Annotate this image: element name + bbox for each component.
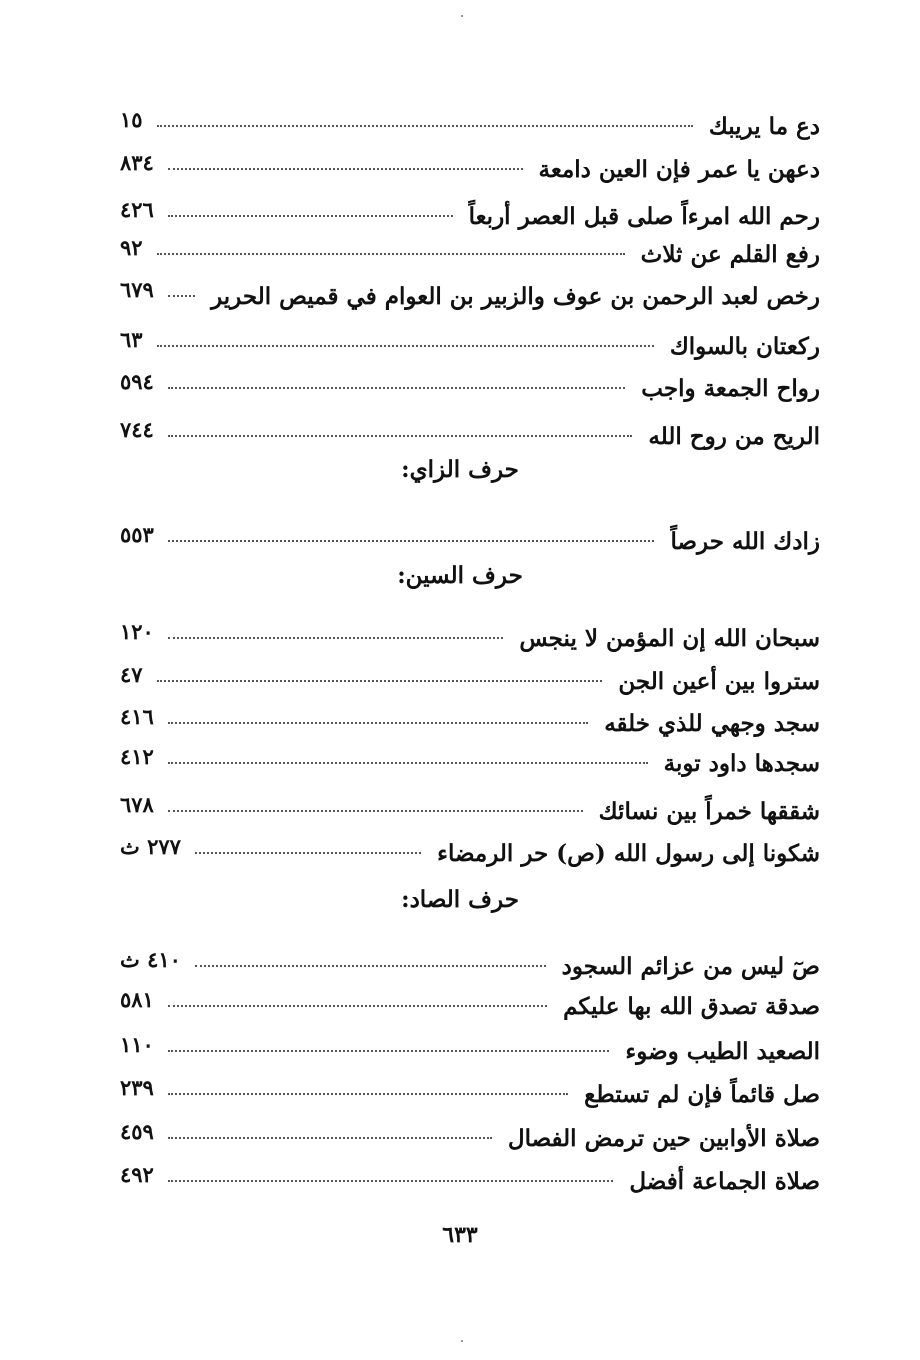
- index-entry: [110, 1025, 820, 1065]
- entry-text: سبحان الله إن المؤمن لا ينجس: [519, 625, 820, 652]
- dot-leader: [168, 1005, 547, 1007]
- entry-text: زادك الله حرصاً: [670, 528, 820, 555]
- dot-leader: [168, 1137, 492, 1139]
- index-entry: [110, 100, 820, 140]
- section-heading: حرف السين:: [397, 562, 523, 589]
- entry-text: دع ما يريبك: [708, 113, 820, 140]
- index-entry: [110, 320, 820, 360]
- entry-page-number: ٧٤٤: [120, 417, 154, 442]
- entry-page-number: ١٥: [120, 107, 143, 132]
- entry-text: شققها خمراً بين نسائك: [598, 798, 820, 825]
- entry-page-number: ٥٩٤: [120, 369, 154, 394]
- index-entry: [110, 410, 820, 450]
- index-entry: [110, 1068, 820, 1108]
- entry-page-number: ٢٧٧ ث: [120, 834, 181, 859]
- entry-text: صلاة الجماعة أفضل: [629, 1168, 820, 1195]
- dot-leader: [168, 810, 583, 812]
- dot-leader: [168, 387, 625, 389]
- dot-leader: [195, 852, 421, 854]
- entry-text: دعهن يا عمر فإن العين دامعة: [538, 156, 820, 183]
- entry-page-number: ٢٣٩: [120, 1075, 154, 1100]
- dot-leader: [168, 540, 654, 542]
- index-entry: [110, 1155, 820, 1195]
- index-entry: [110, 737, 820, 777]
- dot-leader: [157, 253, 625, 255]
- entry-page-number: ٨٣٤: [120, 150, 154, 175]
- entry-text: الصعيد الطيب وضوء: [625, 1038, 820, 1065]
- entry-page-number: ١٢٠: [120, 619, 154, 644]
- entry-page-number: ٦٣: [120, 327, 143, 352]
- entry-text: سجد وجهي للذي خلقه: [604, 710, 820, 737]
- index-entry: [110, 362, 820, 402]
- dot-leader: [168, 168, 523, 170]
- entry-page-number: ٤٢٦: [120, 197, 154, 222]
- index-entry: [110, 228, 820, 268]
- dot-leader: [195, 965, 546, 967]
- dot-leader: [168, 1180, 613, 1182]
- index-entry: [110, 1112, 820, 1152]
- entry-page-number: ٥٨١: [120, 987, 154, 1012]
- index-entry: [110, 655, 820, 695]
- entry-text: شكونا إلى رسول الله (ص) حر الرمضاء: [437, 840, 820, 867]
- dot-leader: [168, 762, 648, 764]
- entry-page-number: ٦٧٨: [120, 792, 154, 817]
- dot-leader: [157, 680, 602, 682]
- index-entry: [110, 190, 820, 230]
- section-heading: حرف الصاد:: [401, 886, 519, 913]
- index-entry: [110, 940, 820, 980]
- index-entry: [110, 143, 820, 183]
- entry-text: صل قائماً فإن لم تستطع: [584, 1081, 820, 1108]
- entry-text: ركعتان بالسواك: [669, 333, 820, 360]
- page-number: ٦٣٣: [442, 1222, 478, 1248]
- dot-leader: [168, 435, 632, 437]
- index-entry: [110, 980, 820, 1020]
- index-entry: [110, 785, 820, 825]
- entry-page-number: ٦٧٩: [120, 277, 154, 302]
- entry-page-number: ٤١٢: [120, 744, 154, 769]
- section-heading: حرف الزاي:: [401, 456, 519, 483]
- index-entry: [110, 827, 820, 867]
- entry-text: صدقة تصدق الله بها عليكم: [563, 993, 820, 1020]
- entry-text: رفع القلم عن ثلاث: [640, 241, 820, 268]
- entry-text: الريح من روح الله: [648, 423, 820, 450]
- entry-page-number: ٤٥٩: [120, 1119, 154, 1144]
- dot-leader: [168, 215, 453, 217]
- entry-page-number: ١١٠: [120, 1032, 154, 1057]
- index-entry: [110, 612, 820, 652]
- index-entry: [110, 697, 820, 737]
- dot-leader: [168, 637, 503, 639]
- entry-page-number: ٩٢: [120, 235, 143, 260]
- entry-page-number: ٤١٠ ث: [120, 947, 181, 972]
- entry-page-number: ٤١٦: [120, 704, 154, 729]
- index-entry: [110, 515, 820, 555]
- entry-text: صلاة الأوابين حين ترمض الفصال: [507, 1125, 820, 1152]
- dot-leader: [157, 345, 654, 347]
- scan-speck: [461, 1340, 463, 1342]
- dot-leader: [168, 1050, 609, 1052]
- dot-leader: [168, 295, 195, 297]
- dot-leader: [157, 125, 693, 127]
- index-entry: [110, 270, 820, 310]
- entry-text: رواح الجمعة واجب: [641, 375, 820, 402]
- scan-speck: [461, 15, 463, 17]
- entry-page-number: ٤٩٢: [120, 1162, 154, 1187]
- entry-text: سجدها داود توبة: [663, 750, 820, 777]
- entry-page-number: ٤٧: [120, 662, 143, 687]
- entry-page-number: ٥٥٣: [120, 522, 154, 547]
- dot-leader: [168, 722, 588, 724]
- entry-text: رخص لعبد الرحمن بن عوف والزبير بن العوام في قميص الحرير: [211, 283, 820, 310]
- entry-text: رحم الله امرءاً صلى قبل العصر أربعاً: [468, 203, 820, 230]
- entry-text: صٓ ليس من عزائم السجود: [561, 953, 820, 980]
- entry-text: ستروا بين أعين الجن: [618, 668, 820, 695]
- dot-leader: [168, 1093, 568, 1095]
